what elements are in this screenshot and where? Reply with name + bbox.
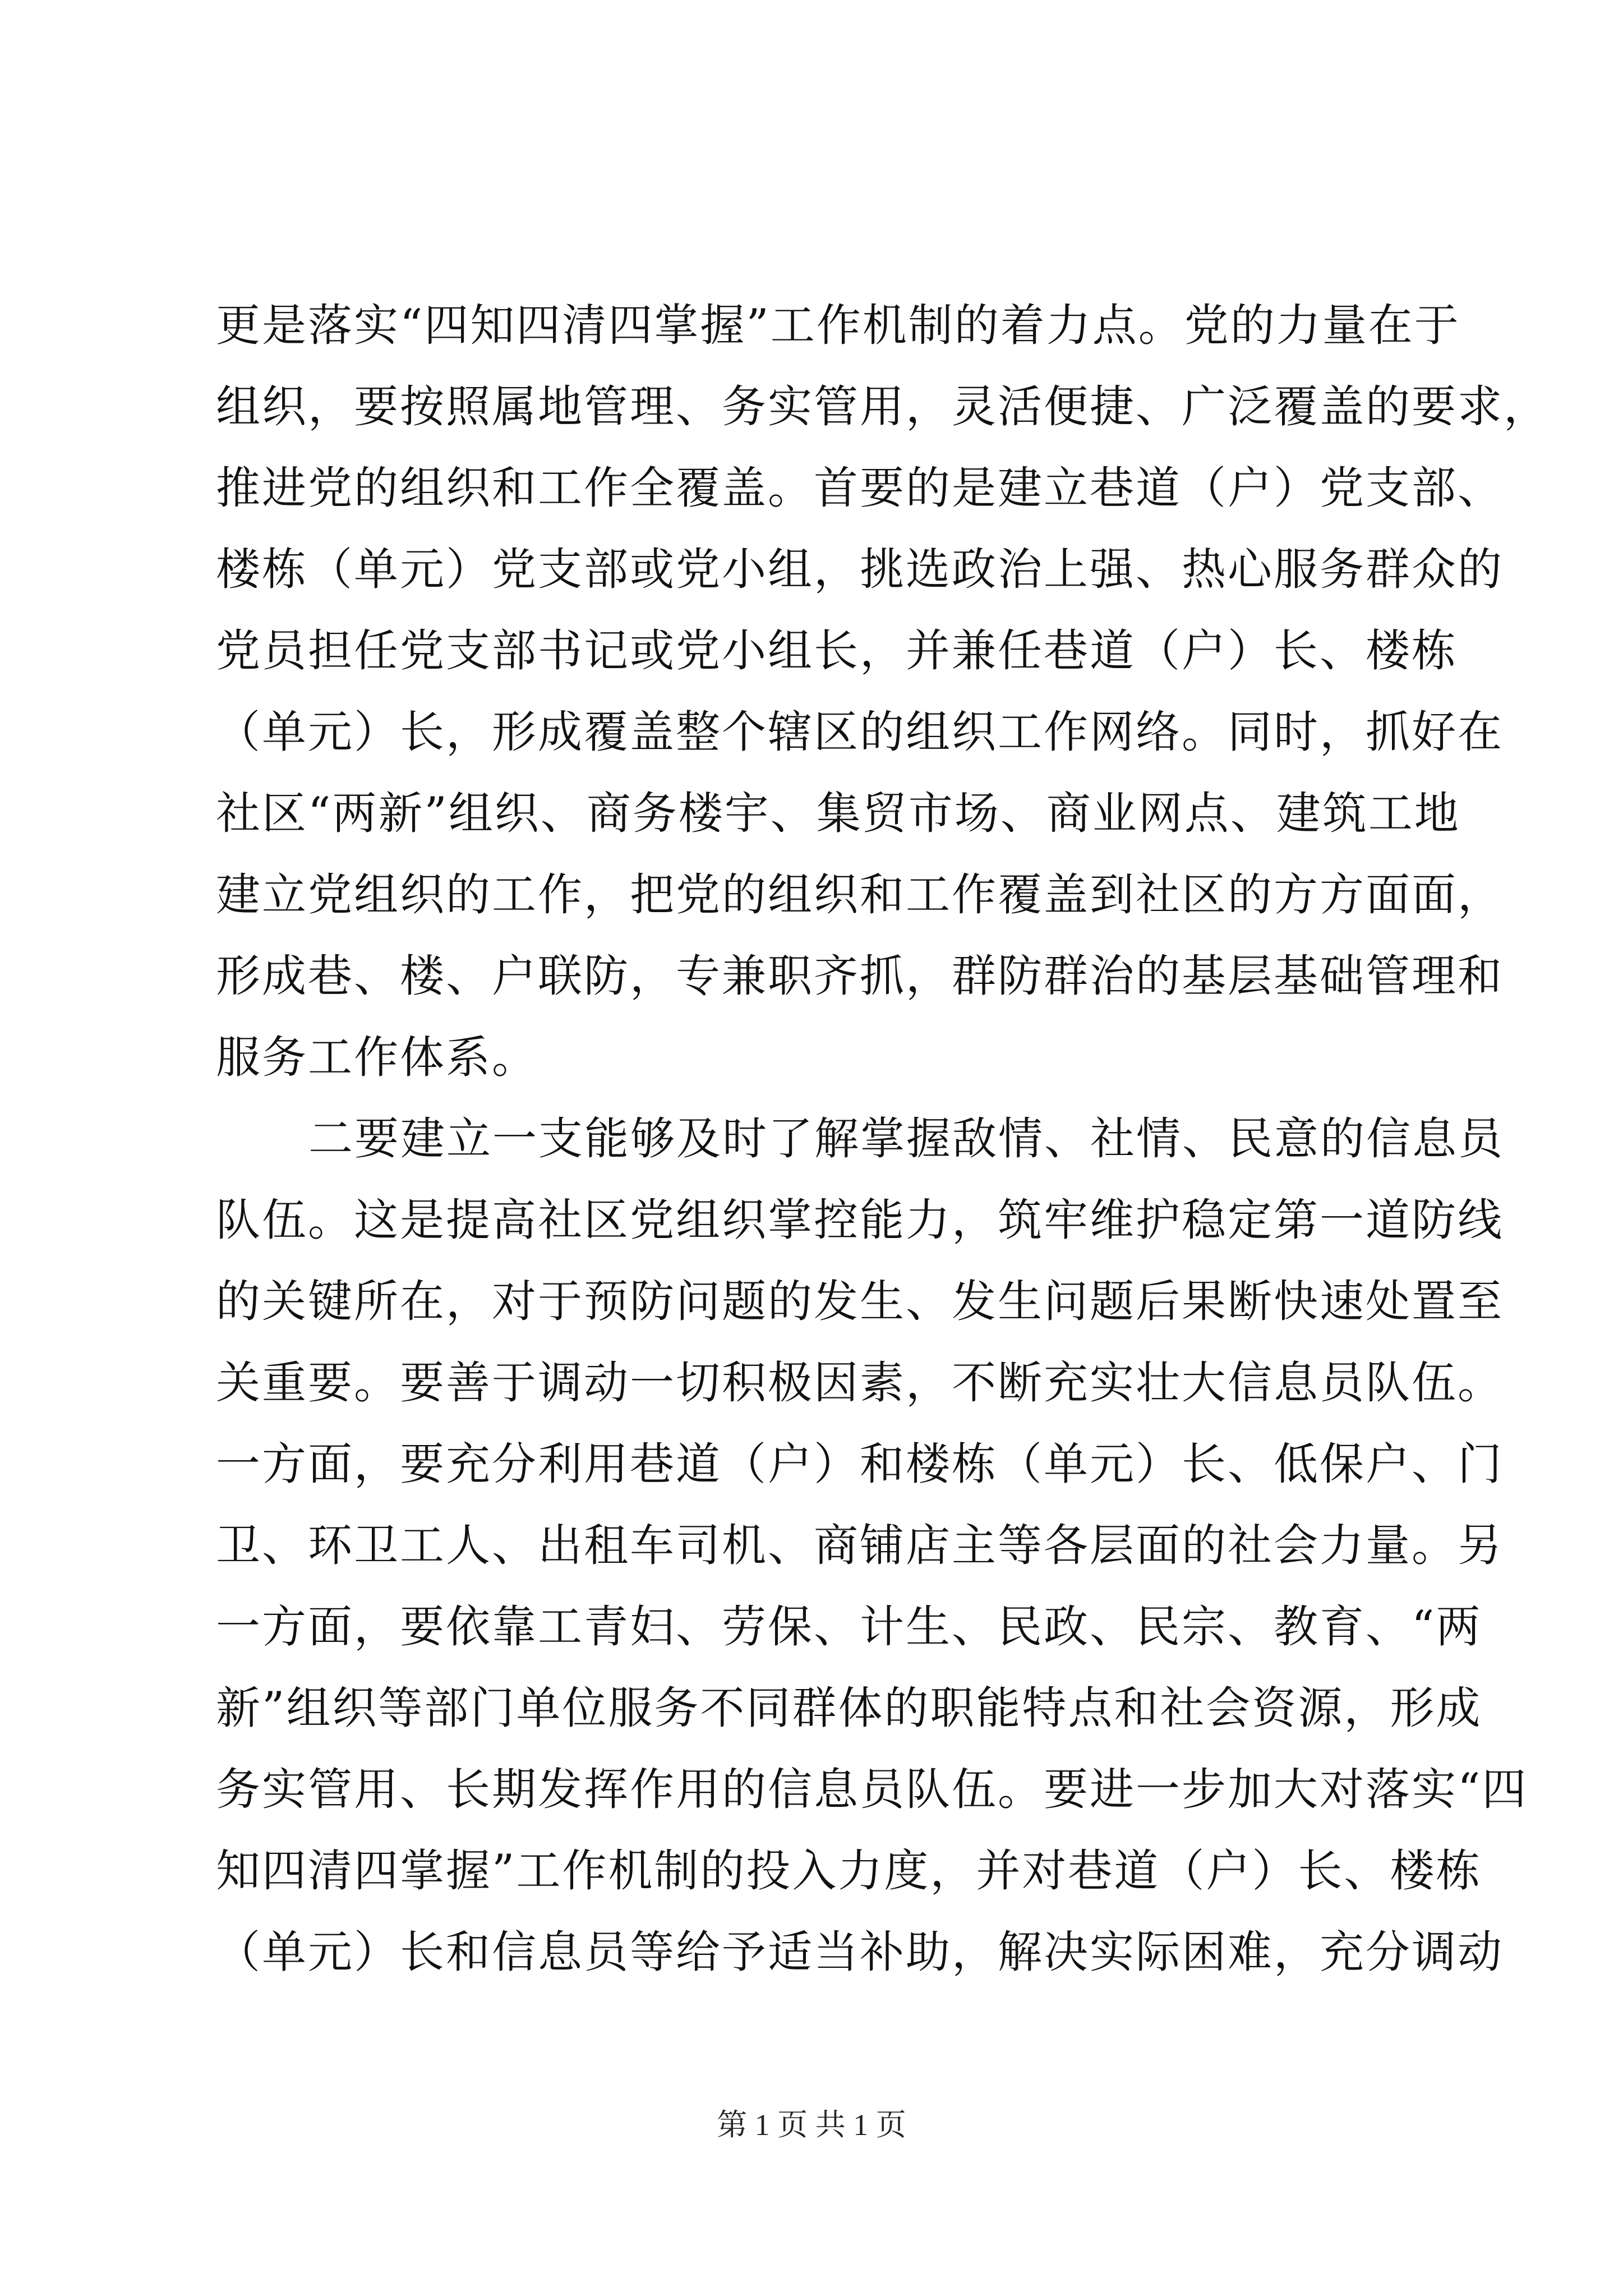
text-line: 二要建立一支能够及时了解掌握敌情、社情、民意的信息员 <box>308 1113 1504 1165</box>
paragraph <box>216 1098 1528 1993</box>
text-line: 服务工作体系。 <box>216 1032 538 1083</box>
page-footer: 第 1 页 共 1 页 <box>717 2108 906 2142</box>
text-line: 队伍。这是提高社区党组织掌控能力，筑牢维护稳定第一道防线 <box>216 1194 1504 1246</box>
text-line: 卫、环卫工人、出租车司机、商铺店主等各层面的社会力量。另 <box>216 1520 1504 1571</box>
text-line: 知四清四掌握”工作机制的投入力度，并对巷道（户）长、楼栋 <box>216 1845 1482 1897</box>
text-line: 社区“两新”组织、商务楼宇、集贸市场、商业网点、建筑工地 <box>216 788 1460 839</box>
text-line: （单元）长，形成覆盖整个辖区的组织工作网络。同时，抓好在 <box>216 706 1504 758</box>
text-line: 务实管用、长期发挥作用的信息员队伍。要进一步加大对落实“四 <box>216 1764 1528 1815</box>
text-line: 形成巷、楼、户联防，专兼职齐抓，群防群治的基层基础管理和 <box>216 950 1504 1002</box>
text-line: 新”组织等部门单位服务不同群体的职能特点和社会资源，形成 <box>216 1682 1482 1734</box>
text-line: 组织，要按照属地管理、务实管用，灵活便捷、广泛覆盖的要求， <box>216 381 1550 432</box>
text-line: 建立党组织的工作，把党的组织和工作覆盖到社区的方方面面， <box>216 869 1504 921</box>
text-line: 推进党的组织和工作全覆盖。首要的是建立巷道（户）党支部、 <box>216 462 1504 514</box>
text-line: 关重要。要善于调动一切积极因素，不断充实壮大信息员队伍。 <box>216 1357 1504 1409</box>
text-line: 一方面，要充分利用巷道（户）和楼栋（单元）长、低保户、门 <box>216 1438 1504 1490</box>
text-line: 一方面，要依靠工青妇、劳保、计生、民政、民宗、教育、“两 <box>216 1601 1482 1653</box>
paragraph <box>216 285 1550 1098</box>
text-line: （单元）长和信息员等给予适当补助，解决实际困难，充分调动 <box>216 1926 1504 1978</box>
text-line: 楼栋（单元）党支部或党小组，挑选政治上强、热心服务群众的 <box>216 544 1504 595</box>
text-line: 更是落实“四知四清四掌握”工作机制的着力点。党的力量在于 <box>216 300 1460 351</box>
text-line: 的关键所在，对于预防问题的发生、发生问题后果断快速处置至 <box>216 1276 1504 1327</box>
document-body <box>216 285 1550 1993</box>
text-line: 党员担任党支部书记或党小组长，并兼任巷道（户）长、楼栋 <box>216 625 1458 677</box>
